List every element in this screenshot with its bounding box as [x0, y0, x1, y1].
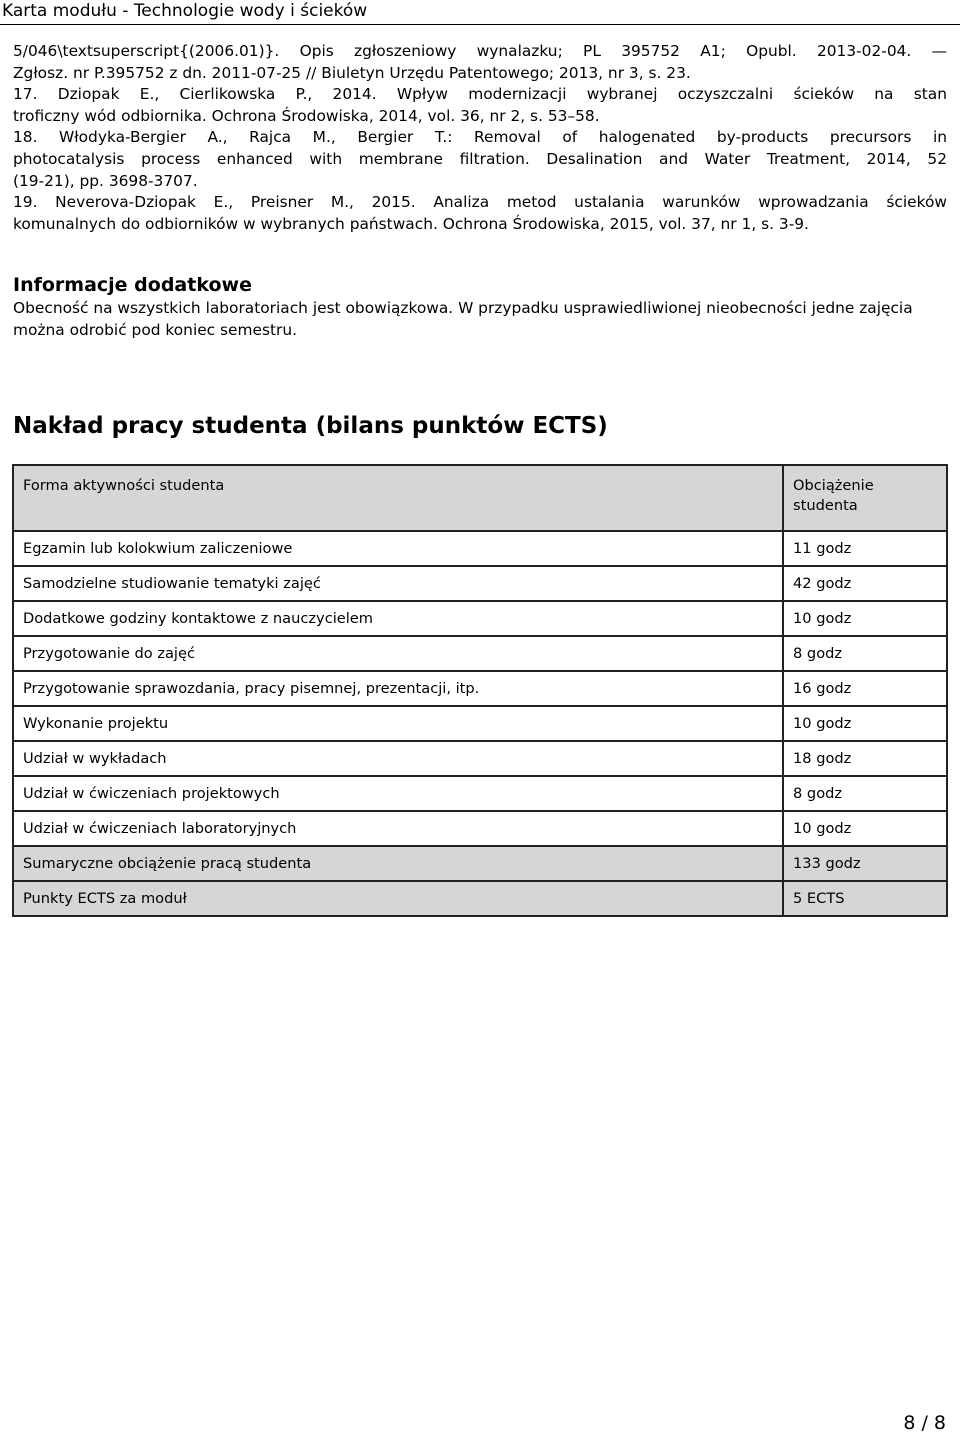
activity-cell: Udział w wykładach: [13, 741, 783, 776]
load-cell: 11 godz: [783, 531, 947, 566]
load-cell: 10 godz: [783, 706, 947, 741]
table-header-row: [13, 465, 947, 531]
load-cell: 42 godz: [783, 566, 947, 601]
total-row: [13, 846, 947, 881]
activity-cell: Udział w ćwiczeniach projektowych: [13, 776, 783, 811]
load-cell: 16 godz: [783, 671, 947, 706]
reference-line: troficzny wód odbiornika. Ochrona Środowiska, 2014, vol. 36, nr 2, s. 53–58.: [13, 106, 600, 125]
reference-line: Zgłosz. nr P.395752 z dn. 2011-07-25 // Biuletyn Urzędu Patentowego; 2013, nr 3, s. 23.: [13, 63, 691, 82]
header-title: Karta modułu - Technologie wody i ścieków: [2, 1, 368, 21]
reference-line: komunalnych do odbiorników w wybranych państwach. Ochrona Środowiska, 2015, vol. 37, nr 1, s. 3-9.: [13, 214, 809, 233]
activity-cell: Udział w ćwiczeniach laboratoryjnych: [13, 811, 783, 846]
total-value: 133 godz: [783, 846, 947, 881]
additional-info-text: Obecność na wszystkich laboratoriach jest obowiązkowa. W przypadku usprawiedliwionej nieobecności jedne zajęcia można odrobić pod koniec semestru.: [13, 299, 913, 339]
header-load: Obciążenie studenta: [783, 465, 947, 531]
activity-cell: Przygotowanie do zajęć: [13, 636, 783, 671]
table-row: [13, 601, 947, 636]
page-header: [0, 0, 960, 25]
reference-line: 5/046\textsuperscript{(2006.01)}. Opis zgłoszeniowy wynalazku; PL 395752 A1; Opubl. 2013-02-04. —: [13, 42, 947, 60]
ects-row: [13, 881, 947, 916]
reference-line: 19. Neverova-Dziopak E., Preisner M., 2015. Analiza metod ustalania warunków wprowadzania ścieków: [13, 193, 947, 212]
activity-cell: Przygotowanie sprawozdania, pracy pisemnej, prezentacji, itp.: [13, 671, 783, 706]
reference-line: photocatalysis process enhanced with membrane filtration. Desalination and Water Treatment, 2014, 52: [13, 149, 947, 168]
load-cell: 10 godz: [783, 811, 947, 846]
total-label: Sumaryczne obciążenie pracą studenta: [13, 846, 783, 881]
additional-info-title: Informacje dodatkowe: [13, 274, 252, 296]
activity-cell: Samodzielne studiowanie tematyki zajęć: [13, 566, 783, 601]
table-row: [13, 741, 947, 776]
table-row: [13, 776, 947, 811]
header-activity: Forma aktywności studenta: [13, 465, 783, 531]
table-row: [13, 566, 947, 601]
activity-cell: Egzamin lub kolokwium zaliczeniowe: [13, 531, 783, 566]
reference-item: [13, 41, 947, 84]
activity-cell: Wykonanie projektu: [13, 706, 783, 741]
load-cell: 10 godz: [783, 601, 947, 636]
load-cell: 8 godz: [783, 636, 947, 671]
table-row: [13, 706, 947, 741]
reference-item: [13, 192, 947, 235]
reference-line: 18. Włodyka-Bergier A., Rajca M., Bergier T.: Removal of halogenated by-products precursors in: [13, 128, 947, 147]
load-cell: 8 godz: [783, 776, 947, 811]
reference-line: (19-21), pp. 3698-3707.: [13, 171, 198, 190]
table-row: [13, 636, 947, 671]
ects-label: Punkty ECTS za moduł: [13, 881, 783, 916]
reference-item: [13, 127, 947, 192]
reference-line: 17. Dziopak E., Cierlikowska P., 2014. Wpływ modernizacji wybranej oczyszczalni ścieków na stan: [13, 85, 947, 104]
workload-table: [12, 464, 948, 917]
page-number: 8 / 8: [903, 1412, 946, 1434]
reference-item: [13, 84, 947, 127]
references-list: [13, 41, 947, 235]
activity-cell: Dodatkowe godziny kontaktowe z nauczycielem: [13, 601, 783, 636]
workload-title: Nakład pracy studenta (bilans punktów ECTS): [13, 413, 608, 439]
table-row: [13, 531, 947, 566]
table-row: [13, 671, 947, 706]
ects-value: 5 ECTS: [783, 881, 947, 916]
load-cell: 18 godz: [783, 741, 947, 776]
table-row: [13, 811, 947, 846]
